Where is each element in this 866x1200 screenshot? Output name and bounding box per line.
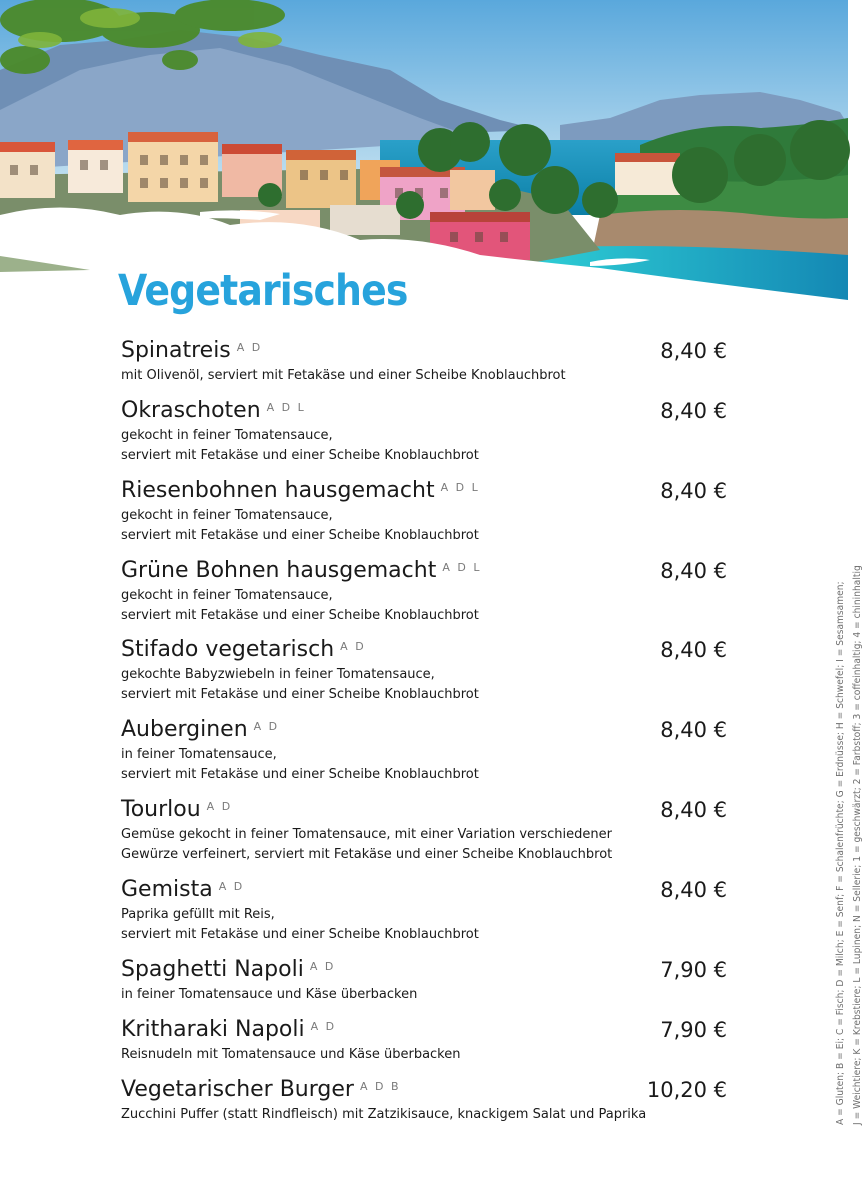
allergen-codes: A D [310,1020,337,1033]
dish-price: 7,90 € [660,1018,727,1042]
dish-price: 8,40 € [660,638,727,662]
dish-description: Reisnudeln mit Tomatensauce und Käse überbacken [121,1047,461,1062]
allergen-legend [832,465,866,1125]
allergen-codes: A D B [359,1080,401,1093]
allergen-codes: A D L [266,401,306,414]
dish-description: serviert mit Fetakäse und einer Scheibe Knoblauchbrot [121,448,479,463]
allergen-codes: A D [206,800,233,813]
allergen-codes: A D L [440,481,480,494]
menu-item [121,336,727,386]
menu-item [121,875,727,945]
dish-description: gekocht in feiner Tomatensauce, [121,508,333,523]
dish-description: serviert mit Fetakäse und einer Scheibe Knoblauchbrot [121,608,479,623]
dish-price: 8,40 € [660,798,727,822]
dish-description: serviert mit Fetakäse und einer Scheibe Knoblauchbrot [121,528,479,543]
dish-price: 8,40 € [660,559,727,583]
dish-price: 10,20 € [646,1078,727,1102]
dish-description: serviert mit Fetakäse und einer Scheibe Knoblauchbrot [121,927,479,942]
menu-item [121,635,727,705]
dish-description: in feiner Tomatensauce, [121,747,277,762]
dish-description: mit Olivenöl, serviert mit Fetakäse und einer Scheibe Knoblauchbrot [121,368,566,383]
menu-item [121,1015,727,1065]
dish-price: 8,40 € [660,339,727,363]
dish-description: in feiner Tomatensauce und Käse überbacken [121,987,418,1002]
menu-item [121,1075,727,1125]
dish-name: Auberginen $^{A D}$ [121,717,280,742]
allergen-codes: A D [253,720,280,733]
menu-item [121,715,727,785]
dish-description: serviert mit Fetakäse und einer Scheibe Knoblauchbrot [121,767,479,782]
dish-price: 8,40 € [660,718,727,742]
allergen-codes: A D [309,960,336,973]
dish-price: 7,90 € [660,958,727,982]
dish-price: 8,40 € [660,399,727,423]
dish-description: serviert mit Fetakäse und einer Scheibe Knoblauchbrot [121,687,479,702]
allergen-codes: A D L [442,561,482,574]
menu-item [121,396,727,466]
menu-item [121,476,727,546]
dish-description: Gewürze verfeinert, serviert mit Fetakäse und einer Scheibe Knoblauchbrot [121,847,613,862]
dish-name: Riesenbohnen hausgemacht $^{A D L}$ [121,478,480,503]
menu-item [121,955,727,1005]
dish-description: Gemüse gekocht in feiner Tomatensauce, mit einer Variation verschiedener [121,827,612,842]
dish-description: gekocht in feiner Tomatensauce, [121,428,333,443]
dish-description: Zucchini Puffer (statt Rindfleisch) mit Zatzikisauce, knackigem Salat und Paprika [121,1107,647,1122]
dish-price: 8,40 € [660,479,727,503]
dish-name: Vegetarischer Burger $^{A D B}$ [121,1077,401,1102]
allergen-codes: A D [340,640,366,653]
menu-item [121,795,727,865]
dish-name: Spaghetti Napoli $^{A D}$ [121,957,336,982]
allergen-codes: A D [236,341,263,354]
dish-description: Paprika gefüllt mit Reis, [121,907,275,922]
section-title: Vegetarisches [118,266,408,316]
dish-description: gekochte Babyzwiebeln in feiner Tomatensauce, [121,667,435,682]
dish-name: Okraschoten $^{A D L}$ [121,398,306,423]
dish-name: Tourlou $^{A D}$ [121,797,233,822]
legend-line: J = Weichtiere; K = Krebstiere; L = Lupinen; N = Sellerie; 1 = geschwärzt; 2 = Farbstoff; 3 = coffeinhaltig; 4 = chininhaltig [852,565,863,1125]
dish-name: Stifado vegetarisch $^{A D}$ [121,637,366,662]
dish-name: Gemista $^{A D}$ [121,877,245,902]
dish-description: gekocht in feiner Tomatensauce, [121,588,333,603]
dish-name: Kritharaki Napoli $^{A D}$ [121,1017,337,1042]
legend-line: A = Gluten; B = Ei; C = Fisch; D = Milch; E = Senf; F = Schalenfrüchte; G = Erdnüsse; H = Schwefel; I = Sesamsamen; [835,581,846,1125]
allergen-codes: A D [218,880,245,893]
dish-name: Grüne Bohnen hausgemacht $^{A D L}$ [121,558,482,583]
menu-item [121,556,727,626]
dish-price: 8,40 € [660,878,727,902]
dish-name: Spinatreis $^{A D}$ [121,338,263,363]
